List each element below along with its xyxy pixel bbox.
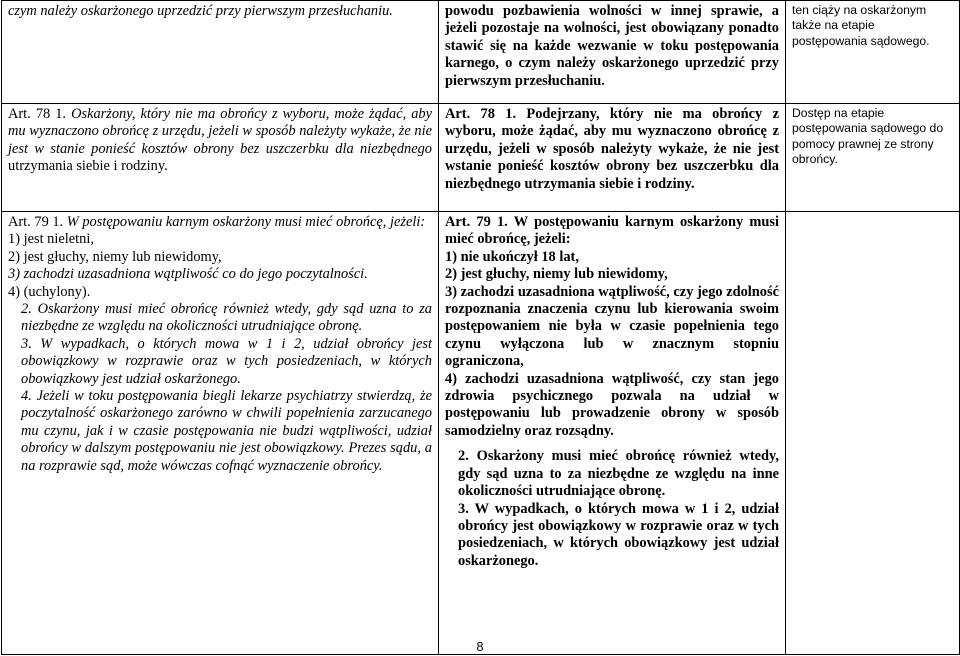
paragraph-4: 4. Jeżeli w toku postępowania biegli lekarze psychiatrzy stwierdzą, że poczytalność oskarżonego zarówno w chwili popełnienia zarzucanego mu czynu, jak i w czasie postępowania nie budzi wątpliwości, udział obrońcy w dalszym postępowaniu nie jest obowiązkowy. Prezes sądu, a na rozprawie sąd, może wówczas cofnąć wyznaczenie obrońcy.: [21, 388, 432, 474]
proposed-article-79: Art. 79 1. W postępowaniu karnym oskarżony musi mieć obrońcę, jeżeli:: [445, 214, 779, 248]
proposed-law-text: powodu pozbawienia wolności w innej sprawie, a jeżeli pozostaje na wolności, jest obowiązany ponadto stawić się na każde wezwanie w toku postępowania karnego, o czym należy oskarżonego uprzedzić przy pierwszym przesłuchaniu.: [445, 3, 779, 89]
list-item: 1) jest nieletni,: [8, 231, 94, 248]
comparison-table: [1, 0, 960, 655]
table-row: [2, 212, 960, 655]
proposed-law-cell: [439, 104, 786, 212]
article-79-lead: Art. 79 1.: [8, 214, 67, 230]
list-item: 4) (uchylony).: [8, 283, 91, 300]
proposed-paragraph-2: 2. Oskarżony musi mieć obrońcę również wtedy, gdy sąd uzna to za niezbędne ze względu na inne okoliczności utrudniające obronę.: [458, 448, 779, 500]
current-law-cell: [2, 1, 439, 104]
list-item: 2) jest głuchy, niemy lub niewidomy,: [8, 248, 222, 265]
comment-text: Dostęp na etapie postępowania sądowego do pomocy prawnej ze strony obrońcy.: [792, 106, 944, 167]
proposed-law-cell: [439, 1, 786, 104]
proposed-article-78: Art. 78 1. Podejrzany, który nie ma obrońcy z wyboru, może żądać, aby mu wyznaczono obrońcę z urzędu, jeżeli w sposób należyty wykaże, że nie jest wstanie ponieść kosztów obrony bez uszczerbku dla niezbędnego utrzymania siebie i rodziny.: [445, 106, 779, 192]
proposed-paragraph-3: 3. W wypadkach, o których mowa w 1 i 2, udział obrońcy jest obowiązkowy w rozprawie oraz w tych posiedzeniach, w których obowiązkowy jest udział oskarżonego.: [458, 500, 779, 569]
table-row: [2, 104, 960, 212]
current-law-cell: [2, 212, 439, 655]
comment-text: ten ciąży na oskarżonym także na etapie postępowania sądowego.: [792, 3, 930, 48]
list-item: 3) zachodzi uzasadniona wątpliwość, czy jego zdolność rozpoznania znaczenia czynu lub kierowania swoim postępowaniem nie była w czasie popełnienia tego czynu wyłączona lub w znacznym stopniu ograniczona,: [445, 283, 779, 370]
article-78-text: Oskarżony, który nie ma obrońcy z wyboru, może żądać, aby mu wyznaczono obrońcę z urzędu, jeżeli w sposób należyty wykaże, że nie jest w stanie ponieść kosztów obrony bez uszczerbku dla niezbędnego: [8, 106, 432, 157]
table-row: [2, 1, 960, 104]
proposed-law-cell: [439, 212, 786, 655]
list-item: 2) jest głuchy, niemy lub niewidomy,: [445, 266, 668, 283]
article-78-tail: utrzymania siebie i rodziny.: [8, 158, 168, 175]
list-item: 4) zachodzi uzasadniona wątpliwość, czy stan jego zdrowia psychicznego pozwala na udział w postępowaniu lub prowadzenie obrony w sposób samodzielny oraz rozsądny.: [445, 370, 779, 439]
list-item: 3) zachodzi uzasadniona wątpliwość co do jego poczytalności.: [8, 266, 368, 283]
comment-cell: [786, 1, 960, 104]
paragraph-3: 3. W wypadkach, o których mowa w 1 i 2, udział obrońcy jest obowiązkowy w rozprawie oraz w tych posiedzeniach, w których obowiązkowy jest udział oskarżonego.: [21, 335, 432, 387]
article-78-lead: Art. 78 1.: [8, 106, 72, 122]
list-item: 1) nie ukończył 18 lat,: [445, 248, 579, 265]
current-law-text: czym należy oskarżonego uprzedzić przy pierwszym przesłuchaniu.: [8, 3, 393, 19]
comment-cell: [786, 104, 960, 212]
paragraph-2: 2. Oskarżony musi mieć obrońcę również wtedy, gdy sąd uzna to za niezbędne ze względu na okoliczności utrudniające obronę.: [21, 301, 432, 335]
current-law-cell: [2, 104, 439, 212]
article-79-text: W postępowaniu karnym oskarżony musi mieć obrońcę, jeżeli:: [66, 214, 426, 230]
page-number: 8: [476, 640, 484, 654]
comment-cell: [786, 212, 960, 655]
